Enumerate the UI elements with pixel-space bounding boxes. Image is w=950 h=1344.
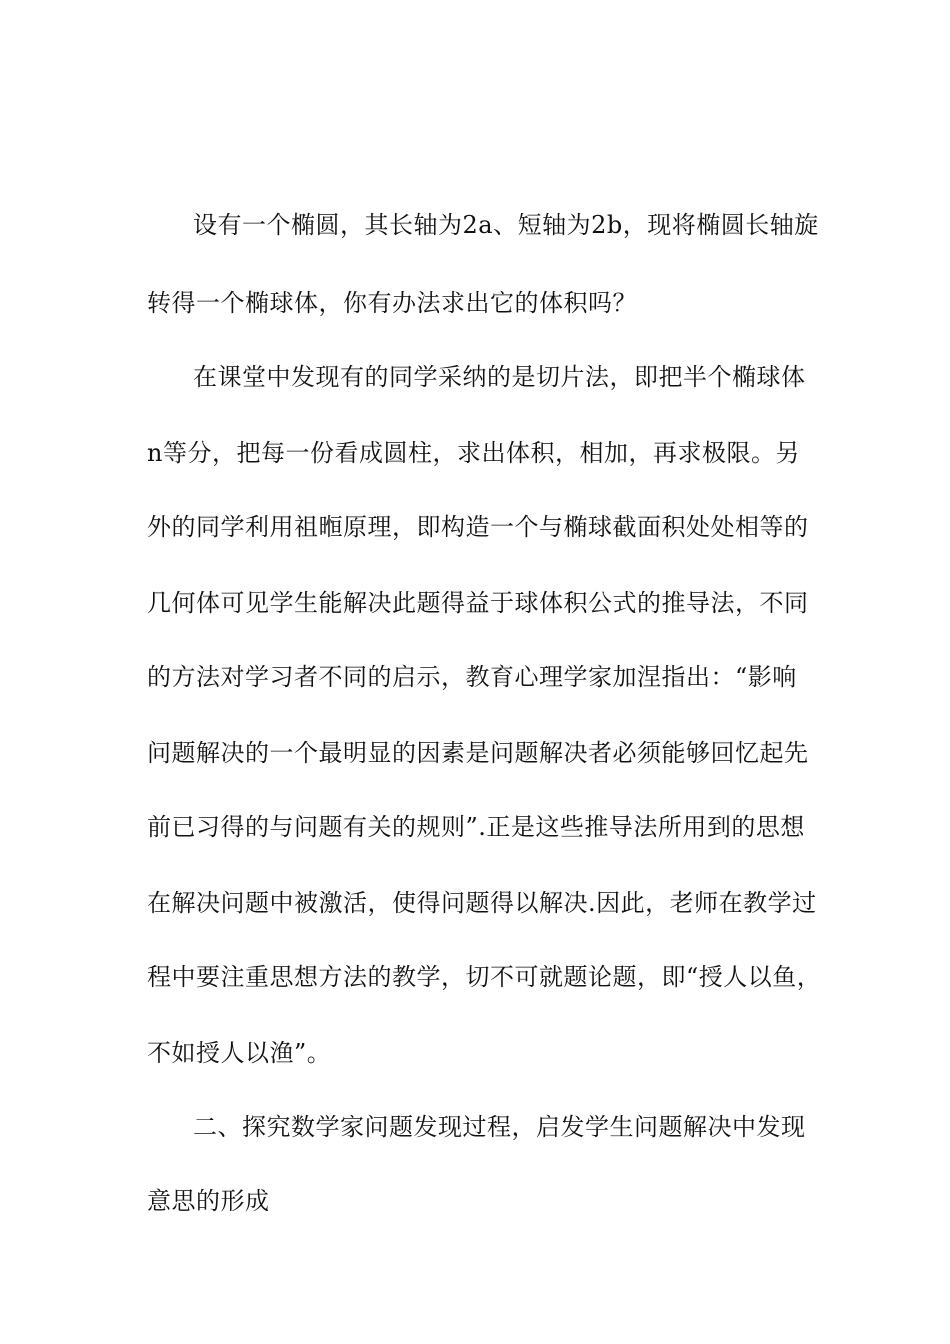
paragraph-2-line-1: 在课堂中发现有的同学采纳的是切片法，即把半个椭球体: [193, 363, 806, 391]
section-heading-line-2: 意思的形成: [147, 1187, 270, 1215]
paragraph-2-line-7: 前已习得的与问题有关的规则”.正是这些推导法所用到的思想: [147, 813, 805, 841]
paragraph-1-line-1: 设有一个椭圆，其长轴为2a、短轴为2b，现将椭圆长轴旋: [193, 211, 819, 239]
paragraph-1-line-2: 转得一个椭球体，你有办法求出它的体积吗？: [147, 289, 637, 317]
paragraph-2-line-4: 几何体可见学生能解决此题得益于球体积公式的推导法，不同: [147, 589, 809, 617]
paragraph-2-line-3: 外的同学利用祖暅原理，即构造一个与椭球截面积处处相等的: [147, 513, 809, 541]
paragraph-2-line-10: 不如授人以渔”。: [147, 1039, 332, 1067]
section-heading-line-1: 二、探究数学家问题发现过程，启发学生问题解决中发现: [193, 1113, 806, 1141]
paragraph-2-line-2: n等分，把每一份看成圆柱，求出体积，相加，再求极限。另: [147, 439, 800, 467]
paragraph-2-line-6: 问题解决的一个最明显的因素是问题解决者必须能够回忆起先: [147, 739, 809, 767]
paragraph-2-line-9: 程中要注重思想方法的教学，切不可就题论题，即“授人以鱼，: [147, 963, 822, 991]
paragraph-2-line-5: 的方法对学习者不同的启示，教育心理学家加涅指出：“影响: [147, 663, 797, 691]
paragraph-2-line-8: 在解决问题中被激活，使得问题得以解决.因此，老师在教学过: [147, 889, 817, 917]
